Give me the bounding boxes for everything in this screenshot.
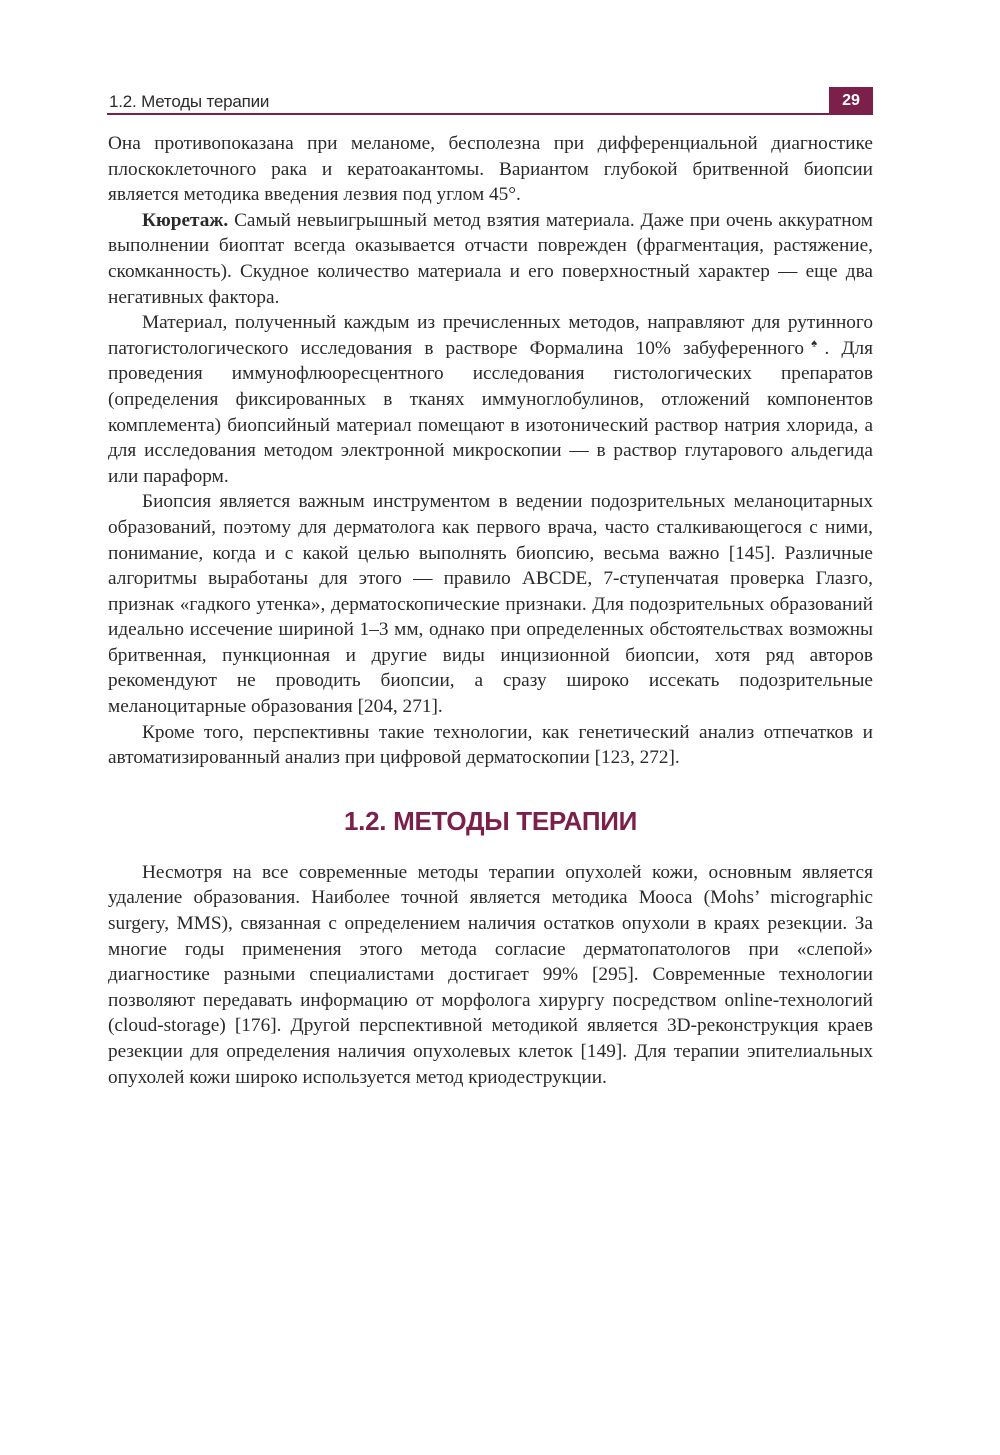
running-header	[107, 87, 873, 115]
paragraph-material-text-1: Материал, полученный каждым из пречисленных методов, направляют для рутинного патогистологического исследования в растворе Формалина 10% забуференного	[108, 312, 873, 359]
paragraph-material-text-2: . Для проведения иммунофлюоресцентного исследования гистологических препаратов (определения фиксированных в тканях иммуноглобулинов, отложений компонентов комплемента) биопсийный материал помещают в изотонический раствор натрия хлорида, а для исследования методом электронной микроскопии — в раствор глутарового альдегида или параформ.	[108, 337, 874, 487]
running-title: 1.2. Методы терапии	[109, 92, 270, 111]
paragraph-curettage-text: Самый невыигрышный метод взятия материала. Даже при очень аккуратном выполнении биоптат всегда оказывается отчасти поврежден (фрагментация, растяжение, скомканность). Скудное количество материала и его поверхностный характер — еще два негативных фактора.	[108, 209, 873, 308]
header-rule	[107, 113, 829, 115]
paragraph-biopsy: Биопсия является важным инструментом в ведении подозрительных меланоцитарных образований, поэтому для дерматолога как первого врача, часто сталкивающегося с ними, понимание, когда и с какой целью выполнять биопсию, весьма важно [145]. Различные алгоритмы выработаны для этого — правило ABCDE, 7-ступенчатая проверка Глазго, признак «гадкого утенка», дерматоскопические признаки. Для подозрительных образований идеально иссечение шириной 1–3 мм, однако при определенных обстоятельствах возможны бритвенная, пункционная и другие виды инцизионной биопсии, хотя ряд авторов рекомендуют не проводить биопсии, а сразу широко иссекать подозрительные меланоцитарные образования [204, 271].	[108, 491, 873, 718]
paragraph-curettage	[108, 208, 873, 310]
page-body	[108, 131, 873, 1090]
footnote-mark: ♠	[804, 337, 825, 350]
section-heading: 1.2. МЕТОДЫ ТЕРАПИИ	[344, 805, 637, 836]
term-curettage: Кюретаж.	[142, 209, 229, 231]
paragraph-material	[108, 310, 873, 489]
page-number: 29	[829, 87, 873, 115]
paragraph-technologies: Кроме того, перспективны такие технологии, как генетический анализ отпечатков и автоматизированный анализ при цифровой дерматоскопии [123, 272].	[108, 721, 873, 769]
paragraph-continuation: Она противопоказана при меланоме, бесполезна при дифференциальной диагностике плоскоклеточного рака и кератоакантомы. Вариантом глубокой бритвенной биопсии является методика введения лезвия под углом 45°.	[108, 133, 873, 206]
paragraph-therapy: Несмотря на все современные методы терапии опухолей кожи, основным является удаление образования. Наиболее точной является методика Мооса (Mohs’ micrographic surgery, MMS), связанная с определением наличия остатков опухоли в краях резекции. За многие годы применения этого метода согласие дерматопатологов при «слепой» диагностике разными специалистами достигает 99% [295]. Современные технологии позволяют передавать информацию от морфолога хирургу посредством online-технологий (cloud-storage) [176]. Другой перспективной методикой является 3D-реконструкция краев резекции для определения наличия опухолевых клеток [149]. Для терапии эпителиальных опухолей кожи широко используется метод криодеструкции.	[108, 861, 873, 1088]
